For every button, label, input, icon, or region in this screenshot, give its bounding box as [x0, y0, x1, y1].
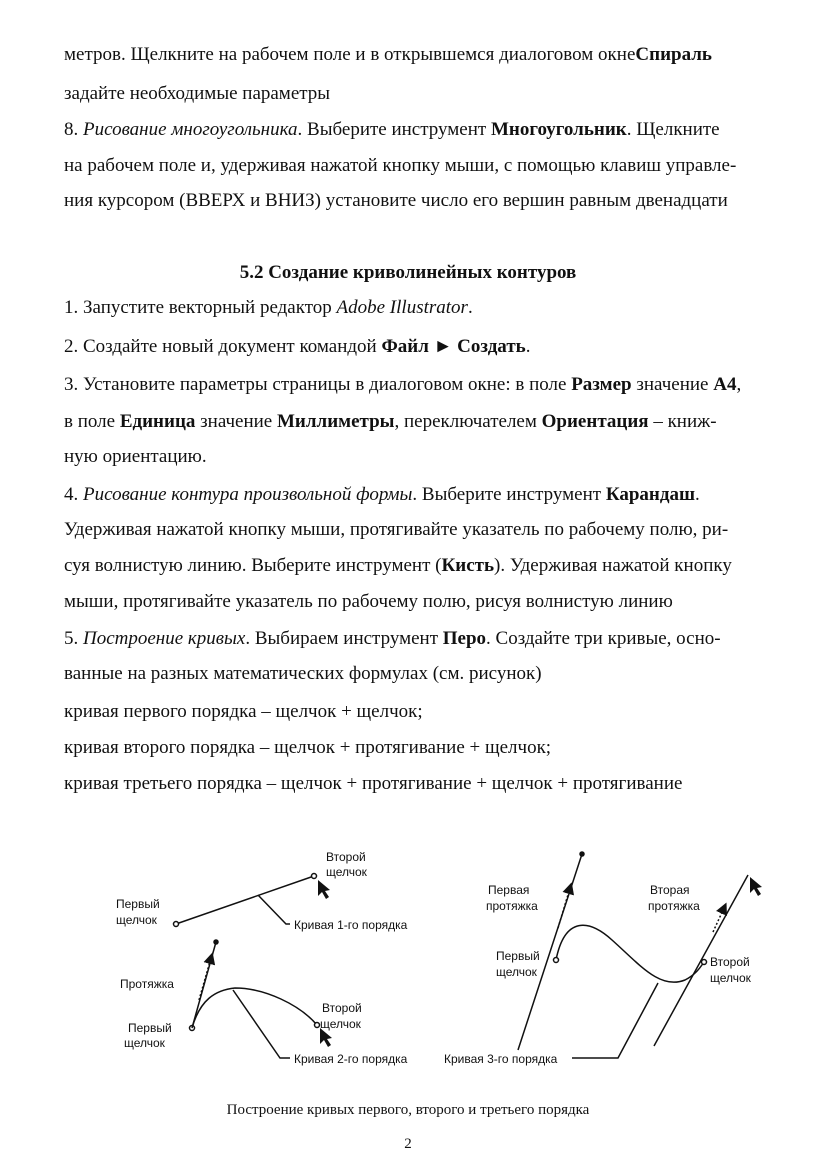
text-line-15: 5. Построение кривых. Выбираем инструмент Перо. Создайте три кривые, осно-: [64, 628, 721, 649]
text-line-13: суя волнистую линию. Выберите инструмент (Кисть). Удерживая нажатой кнопку: [64, 555, 732, 576]
label-second-click-2a: Второй: [322, 1001, 362, 1015]
cursor-icon-3: [750, 877, 762, 896]
label-first-click-1a: Первый: [116, 897, 160, 911]
cursor-icon-1: [318, 880, 330, 899]
text-line-6: 1. Запустите векторный редактор Adobe Illustrator.: [64, 297, 473, 318]
label-second-click-1b: щелчок: [326, 865, 367, 879]
label-second-click-3a: Второй: [710, 955, 750, 969]
text-line-3: 8. Рисование многоугольника. Выберите инструмент Многоугольник. Щелкните: [64, 119, 720, 140]
curve1-pointer: [258, 895, 290, 924]
page-number: 2: [404, 1136, 412, 1152]
text-line-2: задайте необходимые параметры: [64, 83, 331, 104]
text-line-8: 3. Установите параметры страницы в диалоговом окне: в поле Размер значение А4,: [64, 374, 742, 395]
curve1-point-b: [312, 874, 317, 879]
text-line-9: в поле Единица значение Миллиметры, переключателем Ориентация – книж-: [64, 411, 717, 432]
text-line-17: кривая первого порядка – щелчок + щелчок;: [64, 701, 423, 722]
label-first-drag-a: Первая: [488, 883, 530, 897]
curve1-line: [176, 876, 314, 924]
text-line-12: Удерживая нажатой кнопку мыши, протягивайте указатель по рабочему полю, ри-: [64, 519, 729, 540]
label-second-click-2b: щелчок: [320, 1017, 361, 1031]
curve1-point-a: [174, 922, 179, 927]
text-line-18: кривая второго порядка – щелчок + протягивание + щелчок;: [64, 737, 552, 758]
label-first-click-1b: щелчок: [116, 913, 157, 927]
label-curve1: Кривая 1-го порядка: [294, 918, 408, 932]
section-heading: 5.2 Создание криволинейных контуров: [239, 262, 577, 283]
label-drag: Протяжка: [120, 977, 174, 991]
label-first-click-2a: Первый: [128, 1021, 172, 1035]
curve2-pointer: [233, 990, 290, 1058]
text-line-11: 4. Рисование контура произвольной формы. Выберите инструмент Карандаш.: [64, 484, 700, 505]
figure-caption: Построение кривых первого, второго и третьего порядка: [226, 1102, 590, 1118]
label-first-click-3b: щелчок: [496, 965, 537, 979]
text-line-1: метров. Щелкните на рабочем поле и в открывшемся диалоговом окнеСпираль: [64, 44, 712, 65]
label-curve2: Кривая 2-го порядка: [294, 1052, 408, 1066]
text-line-14: мыши, протягивайте указатель по рабочему полю, рисуя волнистую линию: [64, 591, 673, 612]
text-line-16: ванные на разных математических формулах (см. рисунок): [64, 663, 542, 684]
label-second-drag-a: Вторая: [650, 883, 690, 897]
label-second-click-1a: Второй: [326, 850, 366, 864]
curve2-handle: [192, 942, 216, 1028]
label-first-click-3a: Первый: [496, 949, 540, 963]
text-line-4: на рабочем поле и, удерживая нажатой кнопку мыши, с помощью клавиш управле-: [64, 155, 737, 176]
curve3-pointer: [572, 983, 658, 1058]
label-second-drag-b: протяжка: [648, 899, 700, 913]
curve3-curve: [556, 925, 704, 982]
text-line-19: кривая третьего порядка – щелчок + протягивание + щелчок + протягивание: [64, 773, 683, 794]
label-first-click-2b: щелчок: [124, 1036, 165, 1050]
label-curve3: Кривая 3-го порядка: [444, 1052, 558, 1066]
text-line-7: 2. Создайте новый документ командой Файл ► Создать.: [64, 336, 531, 357]
label-first-drag-b: протяжка: [486, 899, 538, 913]
text-line-5: ния курсором (ВВЕРХ и ВНИЗ) установите число его вершин равным двенадцати: [64, 190, 728, 211]
label-second-click-3b: щелчок: [710, 971, 751, 985]
text-line-10: ную ориентацию.: [64, 446, 207, 467]
